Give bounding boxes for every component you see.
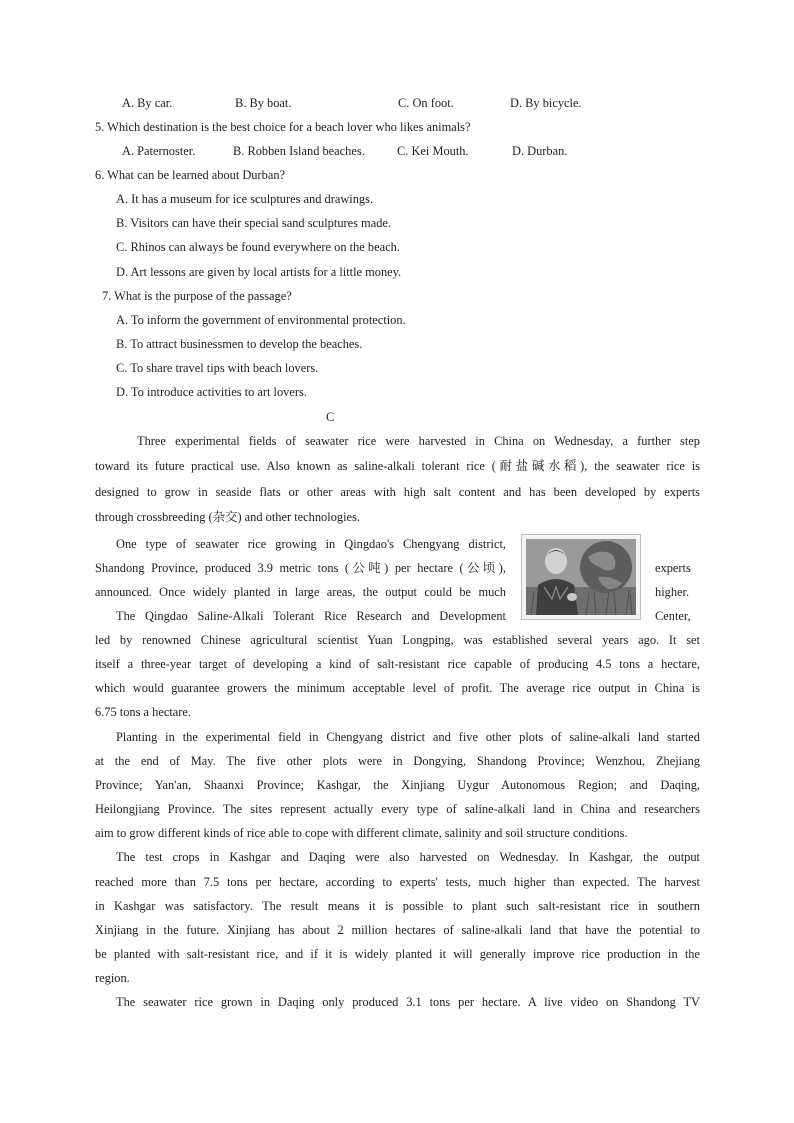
p3-line-5: 6.75 tons a hectare. bbox=[95, 705, 191, 719]
p2-line-3-end: higher. bbox=[655, 585, 690, 599]
p2-line-2: Shandong Province, produced 3.9 metric tons (公吨) per hectare (公顷), bbox=[95, 561, 506, 575]
p3-line-4: which would guarantee growers the minimum acceptable level of profit. The average rice output in China is bbox=[95, 681, 700, 695]
p5-line-2: reached more than 7.5 tons per hectare, according to experts' tests, much higher than expected. The harvest bbox=[95, 875, 700, 889]
p5-line-5: be planted with salt-resistant rice, and if it is widely planted it will generally improve rice production in the bbox=[95, 947, 700, 961]
q6-option-b[interactable]: B. Visitors can have their special sand sculptures made. bbox=[116, 216, 391, 230]
p6-line-1: The seawater rice grown in Daqing only produced 3.1 tons per hectare. A live video on Shandong TV bbox=[116, 995, 700, 1009]
q6-option-d[interactable]: D. Art lessons are given by local artists for a little money. bbox=[116, 265, 402, 279]
q7-option-d[interactable]: D. To introduce activities to art lovers. bbox=[116, 385, 307, 399]
p4-line-5: aim to grow different kinds of rice able to cope with different climate, salinity and soil structure conditions. bbox=[95, 826, 628, 840]
p4-line-2: at the end of May. The five other plots were in Dongying, Shandong Province; Wenzhou, Zhejiang bbox=[95, 754, 700, 768]
q4-option-a[interactable]: A. By car. bbox=[122, 96, 173, 110]
q6-option-a[interactable]: A. It has a museum for ice sculptures and drawings. bbox=[116, 192, 374, 206]
p1-line-4: through crossbreeding (杂交) and other technologies. bbox=[95, 510, 360, 524]
q7-option-b[interactable]: B. To attract businessmen to develop the beaches. bbox=[116, 337, 363, 351]
p1-line-2: toward its future practical use. Also known as saline-alkali tolerant rice (耐盐碱水稻), the seawater rice is bbox=[95, 459, 700, 473]
q5-option-d[interactable]: D. Durban. bbox=[512, 144, 568, 158]
p3-line-3: itself a three-year target of developing a kind of salt-resistant rice capable of producing 4.5 tons a hectare, bbox=[95, 657, 700, 671]
q7-option-c[interactable]: C. To share travel tips with beach lovers. bbox=[116, 361, 319, 375]
q5-option-a[interactable]: A. Paternoster. bbox=[122, 144, 196, 158]
p4-line-3: Province; Yan'an, Shaanxi Province; Kashgar, the Xinjiang Uygur Autonomous Region; and Daqing, bbox=[95, 778, 700, 792]
p5-line-3: in Kashgar was satisfactory. The result means it is possible to plant such salt-resistant rice in southern bbox=[95, 899, 700, 913]
section-c-heading: C bbox=[326, 410, 335, 424]
p3-line-2: led by renowned Chinese agricultural scientist Yuan Longping, was established several years ago. It set bbox=[95, 633, 700, 647]
p1-line-1: Three experimental fields of seawater rice were harvested in China on Wednesday, a further step bbox=[137, 434, 700, 448]
q7-option-a[interactable]: A. To inform the government of environmental protection. bbox=[116, 313, 406, 327]
q6-option-c[interactable]: C. Rhinos can always be found everywhere on the beach. bbox=[116, 240, 400, 254]
q4-option-d[interactable]: D. By bicycle. bbox=[510, 96, 582, 110]
p5-line-4: Xinjiang in the future. Xinjiang has about 2 million hectares of saline-alkali land that have the potential to bbox=[95, 923, 700, 937]
q6-stem: 6. What can be learned about Durban? bbox=[95, 168, 286, 182]
q4-option-c[interactable]: C. On foot. bbox=[398, 96, 454, 110]
p3-line-1: The Qingdao Saline-Alkali Tolerant Rice Research and Development bbox=[116, 609, 506, 623]
q5-stem: 5. Which destination is the best choice for a beach lover who likes animals? bbox=[95, 120, 471, 134]
p2-line-1: One type of seawater rice growing in Qingdao's Chengyang district, bbox=[116, 537, 506, 551]
p2-line-3: announced. Once widely planted in large areas, the output could be much bbox=[95, 585, 506, 599]
p1-line-3: designed to grow in seaside flats or other areas with high salt content and has been developed by experts bbox=[95, 485, 700, 499]
p5-line-1: The test crops in Kashgar and Daqing were also harvested on Wednesday. In Kashgar, the output bbox=[116, 850, 700, 864]
q7-stem: 7. What is the purpose of the passage? bbox=[102, 289, 292, 303]
p5-line-6: region. bbox=[95, 971, 130, 985]
q5-option-c[interactable]: C. Kei Mouth. bbox=[397, 144, 469, 158]
scientist-photo-image bbox=[526, 539, 636, 615]
scientist-photo bbox=[521, 534, 641, 620]
p4-line-4: Heilongjiang Province. The sites represent actually every type of saline-alkali land in China and researchers bbox=[95, 802, 700, 816]
p4-line-1: Planting in the experimental field in Chengyang district and five other plots of saline-alkali land started bbox=[116, 730, 700, 744]
q4-option-b[interactable]: B. By boat. bbox=[235, 96, 292, 110]
p3-line-1-end: Center, bbox=[655, 609, 691, 623]
p2-line-2-end: experts bbox=[655, 561, 691, 575]
q5-option-b[interactable]: B. Robben Island beaches. bbox=[233, 144, 365, 158]
